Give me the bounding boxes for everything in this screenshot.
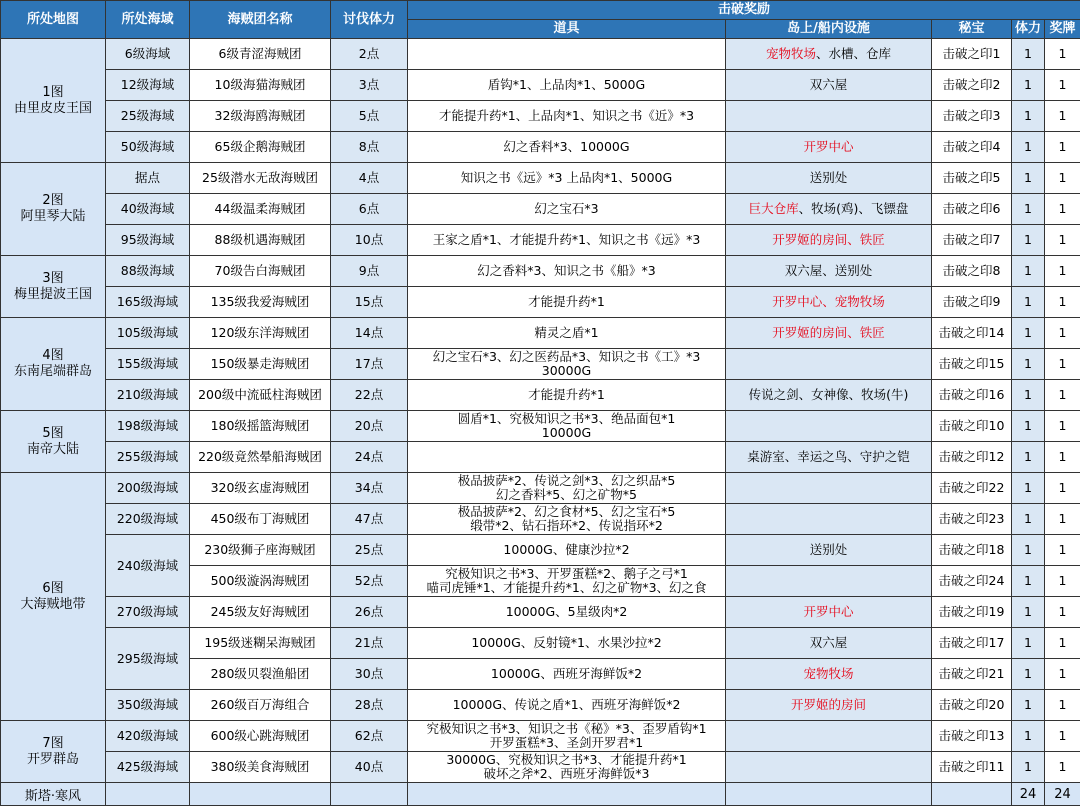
pirate-name-cell: 450级布丁海贼团 <box>190 504 331 535</box>
items-line: 极品披萨*2、传说之剑*3、幻之织品*5 <box>457 473 676 488</box>
facility-highlight: 宠物牧场 <box>803 666 854 681</box>
items-cell <box>408 256 726 287</box>
power-cell: 1 <box>1012 132 1045 163</box>
power-cell: 1 <box>1012 721 1045 752</box>
map-cell-m3 <box>1 256 106 318</box>
pirate-name-cell: 32级海鸥海贼团 <box>190 101 331 132</box>
power-cell: 1 <box>1012 39 1045 70</box>
medal-cell: 1 <box>1045 132 1080 163</box>
facility-cell <box>726 442 932 473</box>
facility-cell <box>726 473 932 504</box>
items-cell <box>408 101 726 132</box>
stamina-cell: 26点 <box>331 597 408 628</box>
footer-label: 斯塔·寒风 <box>1 783 106 806</box>
power-cell: 1 <box>1012 752 1045 783</box>
medal-cell: 1 <box>1045 442 1080 473</box>
sea-cell: 220级海域 <box>106 504 190 535</box>
sea-cell: 105级海域 <box>106 318 190 349</box>
items-cell <box>408 287 726 318</box>
pirate-name-cell: 135级我爱海贼团 <box>190 287 331 318</box>
items-line: 盾钩*1、上品肉*1、5000G <box>487 77 646 92</box>
facility-cell <box>726 380 932 411</box>
items-line: 10000G、反射镜*1、水果沙拉*2 <box>471 635 662 650</box>
stamina-cell: 47点 <box>331 504 408 535</box>
pirate-name-cell: 380级美食海贼团 <box>190 752 331 783</box>
map-cell-m7 <box>1 721 106 783</box>
facility-cell <box>726 690 932 721</box>
map-name: 梅里提波王国 <box>13 286 92 302</box>
medal-cell: 1 <box>1045 318 1080 349</box>
pirate-name-cell: 320级玄虚海贼团 <box>190 473 331 504</box>
power-cell: 1 <box>1012 504 1045 535</box>
footer-empty <box>726 783 932 806</box>
medal-cell: 1 <box>1045 39 1080 70</box>
medal-cell: 1 <box>1045 70 1080 101</box>
facility-cell <box>726 225 932 256</box>
header-map: 所处地图 <box>1 1 106 39</box>
map-cell-m6 <box>1 473 106 721</box>
stamina-cell: 34点 <box>331 473 408 504</box>
facility-text: 传说之剑、女神像、牧场(牛) <box>748 387 909 402</box>
facility-cell <box>726 70 932 101</box>
items-line: 10000G、西班牙海鲜饭*2 <box>490 666 643 681</box>
medal-cell: 1 <box>1045 752 1080 783</box>
medal-cell: 1 <box>1045 721 1080 752</box>
map-name: 开罗群岛 <box>26 751 79 767</box>
items-line: 幻之香料*3、知识之书《船》*3 <box>477 263 656 278</box>
secret-cell: 击破之印14 <box>932 318 1012 349</box>
items-line: 精灵之盾*1 <box>534 325 599 340</box>
pirate-name-cell: 180级摇篮海贼团 <box>190 411 331 442</box>
secret-cell: 击破之印13 <box>932 721 1012 752</box>
items-line: 30000G <box>541 363 592 378</box>
table-row <box>1 411 1080 442</box>
stamina-cell: 14点 <box>331 318 408 349</box>
secret-cell: 击破之印15 <box>932 349 1012 380</box>
footer-empty <box>106 783 190 806</box>
items-cell <box>408 721 726 752</box>
stamina-cell: 10点 <box>331 225 408 256</box>
items-cell <box>408 318 726 349</box>
items-line: 幻之宝石*3、幻之医药品*3、知识之书《工》*3 <box>432 349 701 364</box>
stamina-cell: 9点 <box>331 256 408 287</box>
items-cell <box>408 504 726 535</box>
map-number: 5图 <box>42 425 64 441</box>
items-line: 喵司虎锤*1、才能提升药*1、幻之矿物*3、幻之食 <box>426 580 707 595</box>
items-cell <box>408 597 726 628</box>
table-row <box>1 752 1080 783</box>
table-row <box>1 442 1080 473</box>
facility-text: 双六屋 <box>809 635 848 650</box>
secret-cell: 击破之印9 <box>932 287 1012 318</box>
footer-empty <box>932 783 1012 806</box>
items-line: 幻之宝石*3 <box>534 201 599 216</box>
pirate-name-cell: 88级机遇海贼团 <box>190 225 331 256</box>
secret-cell: 击破之印5 <box>932 163 1012 194</box>
map-cell-m4 <box>1 318 106 411</box>
pirate-name-cell: 25级潜水无敌海贼团 <box>190 163 331 194</box>
pirate-name-cell: 6级青涩海贼团 <box>190 39 331 70</box>
pirate-name-cell: 195级迷糊呆海贼团 <box>190 628 331 659</box>
power-cell: 1 <box>1012 287 1045 318</box>
secret-cell: 击破之印3 <box>932 101 1012 132</box>
items-cell <box>408 442 726 473</box>
stamina-cell: 25点 <box>331 535 408 566</box>
footer-power-total: 24 <box>1012 783 1045 806</box>
secret-cell: 击破之印20 <box>932 690 1012 721</box>
medal-cell: 1 <box>1045 225 1080 256</box>
facility-cell <box>726 535 932 566</box>
items-line: 知识之书《远》*3 上品肉*1、5000G <box>460 170 673 185</box>
facility-highlight: 开罗中心、宠物牧场 <box>772 294 885 309</box>
items-line: 才能提升药*1 <box>528 387 605 402</box>
facility-text: 送别处 <box>809 170 848 185</box>
facility-text: 桌游室、幸运之鸟、守护之铠 <box>747 449 910 464</box>
power-cell: 1 <box>1012 101 1045 132</box>
facility-text: 、水槽、仓库 <box>816 46 892 61</box>
header-power: 体力 <box>1012 20 1045 39</box>
pirate-name-cell: 500级漩涡海贼团 <box>190 566 331 597</box>
facility-text: 双六屋、送别处 <box>784 263 873 278</box>
secret-cell: 击破之印24 <box>932 566 1012 597</box>
secret-cell: 击破之印7 <box>932 225 1012 256</box>
table-row <box>1 318 1080 349</box>
table-row <box>1 380 1080 411</box>
facility-text: 送别处 <box>809 542 848 557</box>
items-line: 才能提升药*1 <box>528 294 605 309</box>
stamina-cell: 8点 <box>331 132 408 163</box>
facility-cell <box>726 101 932 132</box>
facility-highlight: 开罗中心 <box>803 139 854 154</box>
items-cell <box>408 752 726 783</box>
pirate-name-cell: 260级百万海组合 <box>190 690 331 721</box>
facility-highlight: 开罗姬的房间、铁匠 <box>772 325 885 340</box>
stamina-cell: 21点 <box>331 628 408 659</box>
table-row <box>1 194 1080 225</box>
pirate-name-cell: 280级贝裂渔船团 <box>190 659 331 690</box>
power-cell: 1 <box>1012 566 1045 597</box>
items-line: 10000G、传说之盾*1、西班牙海鲜饭*2 <box>452 697 681 712</box>
footer-empty <box>331 783 408 806</box>
sea-cell: 425级海域 <box>106 752 190 783</box>
sea-cell: 350级海域 <box>106 690 190 721</box>
items-cell <box>408 225 726 256</box>
stamina-cell: 40点 <box>331 752 408 783</box>
facility-cell <box>726 659 932 690</box>
facility-cell <box>726 597 932 628</box>
sea-cell: 据点 <box>106 163 190 194</box>
facility-cell <box>726 349 932 380</box>
items-cell <box>408 659 726 690</box>
power-cell: 1 <box>1012 380 1045 411</box>
items-cell <box>408 163 726 194</box>
items-line: 10000G <box>541 425 592 440</box>
stamina-cell: 22点 <box>331 380 408 411</box>
items-line: 王家之盾*1、才能提升药*1、知识之书《远》*3 <box>432 232 701 247</box>
sea-cell: 25级海域 <box>106 101 190 132</box>
items-line: 开罗蛋糕*3、圣剑开罗君*1 <box>489 735 644 750</box>
medal-cell: 1 <box>1045 380 1080 411</box>
items-cell <box>408 70 726 101</box>
table-row <box>1 39 1080 70</box>
footer-empty <box>190 783 331 806</box>
map-number: 4图 <box>42 348 64 363</box>
medal-cell: 1 <box>1045 101 1080 132</box>
stamina-cell: 28点 <box>331 690 408 721</box>
stamina-cell: 5点 <box>331 101 408 132</box>
stamina-cell: 30点 <box>331 659 408 690</box>
items-line: 30000G、究极知识之书*3、才能提升药*1 <box>446 752 687 767</box>
power-cell: 1 <box>1012 194 1045 225</box>
stamina-cell: 17点 <box>331 349 408 380</box>
power-cell: 1 <box>1012 163 1045 194</box>
secret-cell: 击破之印19 <box>932 597 1012 628</box>
pirate-name-cell: 70级告白海贼团 <box>190 256 331 287</box>
table-row <box>1 70 1080 101</box>
items-line: 圆盾*1、究极知识之书*3、绝品面包*1 <box>457 411 676 426</box>
facility-cell <box>726 132 932 163</box>
items-line: 10000G、健康沙拉*2 <box>503 542 630 557</box>
items-line: 幻之香料*3、10000G <box>503 139 630 154</box>
map-name: 南帝大陆 <box>26 441 79 457</box>
pirate-name-cell: 44级温柔海贼团 <box>190 194 331 225</box>
table-row <box>1 535 1080 566</box>
footer-empty <box>408 783 726 806</box>
table-row <box>1 101 1080 132</box>
table-row <box>1 349 1080 380</box>
header-medal: 奖牌 <box>1045 20 1080 39</box>
items-cell <box>408 349 726 380</box>
stamina-cell: 3点 <box>331 70 408 101</box>
sea-cell: 155级海域 <box>106 349 190 380</box>
map-number: 3图 <box>42 270 64 286</box>
stamina-cell: 24点 <box>331 442 408 473</box>
power-cell: 1 <box>1012 597 1045 628</box>
sea-cell: 198级海域 <box>106 411 190 442</box>
secret-cell: 击破之印23 <box>932 504 1012 535</box>
secret-cell: 击破之印1 <box>932 39 1012 70</box>
facility-cell <box>726 256 932 287</box>
map-cell-m2 <box>1 163 106 256</box>
medal-cell: 1 <box>1045 256 1080 287</box>
pirate-name-cell: 150级暴走海贼团 <box>190 349 331 380</box>
map-name: 大海贼地带 <box>20 596 86 612</box>
stamina-cell: 6点 <box>331 194 408 225</box>
facility-text: 双六屋 <box>809 77 848 92</box>
facility-cell <box>726 287 932 318</box>
table-row <box>1 256 1080 287</box>
table-row <box>1 225 1080 256</box>
sea-cell: 200级海域 <box>106 473 190 504</box>
pirate-name-cell: 200级中流砥柱海贼团 <box>190 380 331 411</box>
facility-highlight: 开罗姬的房间、铁匠 <box>772 232 885 247</box>
stamina-cell: 15点 <box>331 287 408 318</box>
power-cell: 1 <box>1012 318 1045 349</box>
medal-cell: 1 <box>1045 690 1080 721</box>
header-items: 道具 <box>408 20 726 39</box>
facility-highlight: 巨大仓库 <box>748 201 799 216</box>
medal-cell: 1 <box>1045 504 1080 535</box>
stamina-cell: 2点 <box>331 39 408 70</box>
items-cell <box>408 535 726 566</box>
secret-cell: 击破之印12 <box>932 442 1012 473</box>
medal-cell: 1 <box>1045 194 1080 225</box>
map-name: 东南尾端群岛 <box>13 364 92 379</box>
items-cell <box>408 39 726 70</box>
facility-cell <box>726 39 932 70</box>
table-row <box>1 597 1080 628</box>
map-number: 7图 <box>42 735 64 751</box>
map-name: 阿里琴大陆 <box>20 209 86 224</box>
medal-cell: 1 <box>1045 473 1080 504</box>
sea-cell: 255级海域 <box>106 442 190 473</box>
table-row <box>1 504 1080 535</box>
medal-cell: 1 <box>1045 628 1080 659</box>
facility-highlight: 开罗姬的房间 <box>790 697 866 712</box>
medal-cell: 1 <box>1045 597 1080 628</box>
facility-highlight: 宠物牧场 <box>765 46 816 61</box>
medal-cell: 1 <box>1045 659 1080 690</box>
medal-cell: 1 <box>1045 535 1080 566</box>
header-reward: 击破奖励 <box>408 1 1080 20</box>
facility-highlight: 开罗中心 <box>803 604 854 619</box>
secret-cell: 击破之印4 <box>932 132 1012 163</box>
secret-cell: 击破之印16 <box>932 380 1012 411</box>
secret-cell: 击破之印22 <box>932 473 1012 504</box>
power-cell: 1 <box>1012 256 1045 287</box>
power-cell: 1 <box>1012 473 1045 504</box>
power-cell: 1 <box>1012 628 1045 659</box>
secret-cell: 击破之印17 <box>932 628 1012 659</box>
items-cell <box>408 380 726 411</box>
map-number: 1图 <box>42 84 64 100</box>
items-line: 破坏之斧*2、西班牙海鲜饭*3 <box>483 766 650 781</box>
stamina-cell: 4点 <box>331 163 408 194</box>
table-row <box>1 473 1080 504</box>
power-cell: 1 <box>1012 690 1045 721</box>
sea-cell: 88级海域 <box>106 256 190 287</box>
table-row <box>1 132 1080 163</box>
items-cell <box>408 690 726 721</box>
items-cell <box>408 473 726 504</box>
table-row <box>1 628 1080 659</box>
pirate-name-cell: 65级企鹅海贼团 <box>190 132 331 163</box>
secret-cell: 击破之印8 <box>932 256 1012 287</box>
power-cell: 1 <box>1012 349 1045 380</box>
items-cell <box>408 566 726 597</box>
table-row <box>1 721 1080 752</box>
map-number: 6图 <box>42 580 64 596</box>
medal-cell: 1 <box>1045 287 1080 318</box>
items-cell <box>408 411 726 442</box>
table-row <box>1 287 1080 318</box>
stamina-cell: 52点 <box>331 566 408 597</box>
sea-cell: 40级海域 <box>106 194 190 225</box>
sea-cell: 420级海域 <box>106 721 190 752</box>
facility-cell <box>726 721 932 752</box>
sea-cell: 165级海域 <box>106 287 190 318</box>
items-line: 才能提升药*1、上品肉*1、知识之书《近》*3 <box>438 108 695 123</box>
items-line: 究极知识之书*3、开罗蛋糕*2、鹅子之弓*1 <box>445 566 688 581</box>
items-cell <box>408 194 726 225</box>
secret-cell: 击破之印10 <box>932 411 1012 442</box>
facility-cell <box>726 163 932 194</box>
medal-cell: 1 <box>1045 411 1080 442</box>
secret-cell: 击破之印6 <box>932 194 1012 225</box>
map-cell-m5 <box>1 411 106 473</box>
power-cell: 1 <box>1012 535 1045 566</box>
stamina-cell: 20点 <box>331 411 408 442</box>
pirate-name-cell: 600级心跳海贼团 <box>190 721 331 752</box>
facility-cell <box>726 411 932 442</box>
medal-cell: 1 <box>1045 349 1080 380</box>
secret-cell: 击破之印21 <box>932 659 1012 690</box>
secret-cell: 击破之印18 <box>932 535 1012 566</box>
items-line: 缎带*2、钻石指环*2、传说指环*2 <box>470 518 663 533</box>
secret-cell: 击破之印2 <box>932 70 1012 101</box>
sea-cell: 6级海域 <box>106 39 190 70</box>
items-line: 幻之香料*5、幻之矿物*5 <box>496 487 637 502</box>
power-cell: 1 <box>1012 411 1045 442</box>
sea-cell: 240级海域 <box>106 535 190 597</box>
sea-cell: 12级海域 <box>106 70 190 101</box>
sea-cell: 95级海域 <box>106 225 190 256</box>
table-row <box>1 163 1080 194</box>
facility-cell <box>726 566 932 597</box>
sea-cell: 210级海域 <box>106 380 190 411</box>
power-cell: 1 <box>1012 659 1045 690</box>
pirate-name-cell: 120级东洋海贼团 <box>190 318 331 349</box>
pirate-name-cell: 230级狮子座海贼团 <box>190 535 331 566</box>
facility-cell <box>726 194 932 225</box>
facility-cell <box>726 628 932 659</box>
power-cell: 1 <box>1012 70 1045 101</box>
pirate-name-cell: 10级海猫海贼团 <box>190 70 331 101</box>
stamina-cell: 62点 <box>331 721 408 752</box>
facility-cell <box>726 504 932 535</box>
header-sea: 所处海域 <box>106 1 190 39</box>
power-cell: 1 <box>1012 442 1045 473</box>
items-cell <box>408 628 726 659</box>
secret-cell: 击破之印11 <box>932 752 1012 783</box>
table-row <box>1 690 1080 721</box>
footer-medal-total: 24 <box>1045 783 1080 806</box>
header-secret: 秘宝 <box>932 20 1012 39</box>
power-cell: 1 <box>1012 225 1045 256</box>
sea-cell: 270级海域 <box>106 597 190 628</box>
items-line: 究极知识之书*3、知识之书《秘》*3、歪罗盾钩*1 <box>426 721 707 736</box>
map-name: 由里皮皮王国 <box>13 100 92 116</box>
sea-cell: 295级海域 <box>106 628 190 690</box>
pirate-name-cell: 245级友好海贼团 <box>190 597 331 628</box>
facility-text: 、牧场(鸡)、飞镖盘 <box>798 201 909 216</box>
items-line: 极品披萨*2、幻之食材*5、幻之宝石*5 <box>457 504 676 519</box>
items-cell <box>408 132 726 163</box>
facility-cell <box>726 318 932 349</box>
facility-cell <box>726 752 932 783</box>
items-line: 10000G、5星级肉*2 <box>505 604 628 619</box>
sea-cell: 50级海域 <box>106 132 190 163</box>
map-number: 2图 <box>42 193 64 208</box>
header-facility: 岛上/船内设施 <box>726 20 932 39</box>
medal-cell: 1 <box>1045 566 1080 597</box>
map-cell-m1 <box>1 39 106 163</box>
medal-cell: 1 <box>1045 163 1080 194</box>
pirate-name-cell: 220级竟然晕船海贼团 <box>190 442 331 473</box>
header-pirate: 海贼团名称 <box>190 1 331 39</box>
header-stamina: 讨伐体力 <box>331 1 408 39</box>
